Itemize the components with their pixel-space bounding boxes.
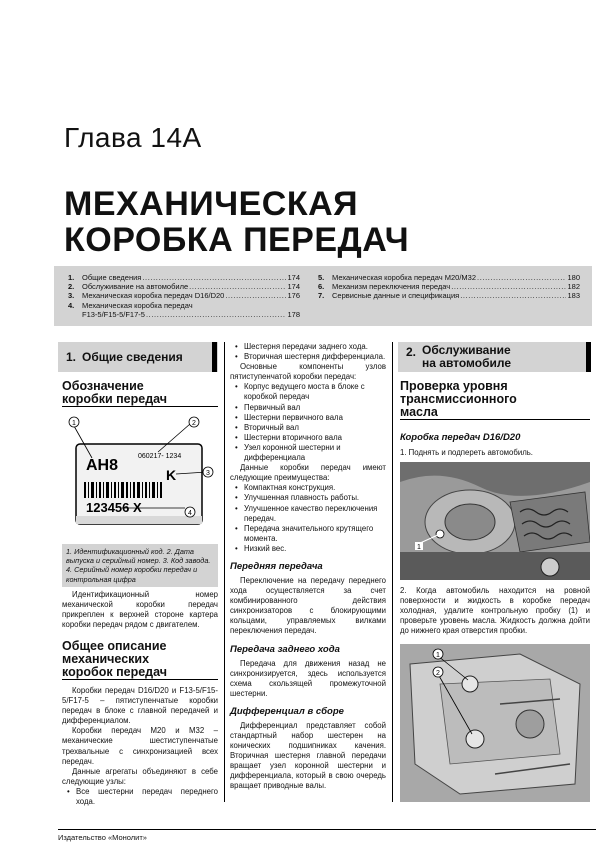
front-gear-paragraph: Переключение на передачу переднего хода осуществляется за счет комбинированного действия синхронизаторов с блокирующими кольцами, управляемых вилками переключения передач.	[230, 575, 386, 636]
title-line-2: КОРОБКА ПЕРЕДАЧ	[64, 221, 410, 259]
plate-number: 123456 X	[86, 500, 142, 515]
toc-item[interactable]: 4. Механическая коробка передач	[68, 300, 193, 310]
general-paragraphs: Коробки передач D16/D20 и F13-5/F15-5/F17-5 – пятиступенчатые коробки передач в блоке с главной передачей и дифференциалом. Коробки передач M20 и M32 – механические шестиступенчатые трехвальные с синхронизацией всех передач. Данные агрегаты объединяют в себе следующие узлы: • Все шестерни передач переднего хода.	[62, 686, 218, 807]
callout-4: 4	[188, 510, 192, 517]
list-item: • Шестерни первичного вала	[230, 413, 386, 423]
toc-item[interactable]: 5. Механическая коробка передач M20/M32 ..... 180	[318, 273, 580, 282]
id-plate-diagram	[62, 412, 218, 540]
check-level-heading: Проверка уровня трансмиссионного масла	[400, 380, 590, 420]
callout-1: 1	[72, 420, 76, 427]
list-item: • Узел коронной шестерни и дифференциала	[230, 443, 386, 463]
chapter-label: Глава 14A	[64, 122, 202, 153]
list-item: • Компактная конструкция.	[230, 483, 386, 493]
plate-caption: 1. Идентификационный код. 2. Дата выпуска и серийный номер. 3. Код завода. 4. Серийный номер коробки передач и контрольная цифра	[62, 544, 218, 587]
section-1-bar	[212, 342, 217, 372]
list-item: • Корпус ведущего моста в блоке с коробкой передач	[230, 382, 386, 402]
photo2-callout-1: 1	[436, 652, 440, 659]
toc-right-column	[318, 273, 580, 301]
differential-heading: Дифференциал в сборе	[230, 705, 344, 717]
middle-column: • Шестерня передачи заднего хода. • Вторичная шестерня дифференциала. Основные компоненты узлов пятиступенчатой коробки передач: • Корпус ведущего моста в блоке с коробкой передач • Первичный вал • Шестерни первичного вала • Вторичный вал • Шестерни вторичного вала • Узел коронной шестерни и дифференциала Данные коробки передач имеют следующие преимущества: • Компактная конструкция. • Улучшенная плавность работы. • Улучшенное качество переключения передач. • Передача значительного крутящего момента. • Низкий вес. Передняя передача Переключение на передачу переднего хода осуществляется за счет комбинированного действия синхронизаторов с блокирующими кольцами, управляемых вилками переключения передач. Передача заднего хода Передача для движения назад не синхронизируется, здесь используется схема скользящей промежуточной шестерни. Дифференциал в сборе Дифференциал представляет собой стандартный набор шестерен на конических подшипниках качения. Вторичная шестерня главной передачи вращает узел коронной шестерни и дифференциала, который в свою очередь вращает приводные валы.	[230, 342, 386, 792]
photo1-callout: 1	[417, 544, 421, 551]
toc-item[interactable]: 2. Обслуживание на автомобиле ..... 174	[68, 282, 300, 291]
callout-2: 2	[192, 420, 196, 427]
ident-paragraph: Идентификационный номер механической коробки передач прикреплен к верхней стороне картера коробки передач рядом с двигателем.	[62, 590, 218, 630]
callout-3: 3	[206, 470, 210, 477]
photo-fill-plug	[400, 644, 590, 802]
list-item: • Шестерни вторичного вала	[230, 433, 386, 443]
plate-serial-top: 060217- 1234	[138, 453, 182, 460]
section-2-bar	[586, 342, 591, 372]
toc-item[interactable]: 7. Сервисные данные и спецификация ..... 183	[318, 291, 580, 300]
list-item: • Все шестерни передач переднего хода.	[62, 787, 218, 807]
toc-item[interactable]: 1. Общие сведения ..... 174	[68, 273, 300, 282]
list-item: • Вторичный вал	[230, 423, 386, 433]
toc-item[interactable]: 3. Механическая коробка передач D16/D20 ..... 176	[68, 291, 300, 300]
section-1-header: 1. Общие сведения	[58, 342, 218, 372]
step-2: 2. Когда автомобиль находится на ровной поверхности и жидкость в коробке передач холодная, удалите контрольную пробку (1) и проверьте уровень масла. Жидкость должна дойти до нижнего края отверстия пробки.	[400, 586, 590, 636]
general-heading: Общее описание механических коробок передач	[62, 640, 218, 680]
list-item: • Вторичная шестерня дифференциала.	[230, 352, 386, 362]
reverse-paragraph: Передача для движения назад не синхронизируется, здесь используется схема скользящей промежуточной шестерни.	[230, 658, 386, 698]
photo2-callout-2: 2	[436, 670, 440, 677]
column-divider	[392, 342, 393, 802]
toc-item[interactable]: 6. Механизм переключения передач ..... 182	[318, 282, 580, 291]
page-title	[64, 186, 409, 258]
publisher-footer: Издательство «Монолит»	[58, 829, 596, 842]
list-item: • Первичный вал	[230, 403, 386, 413]
table-of-contents	[54, 266, 592, 326]
toc-left-column	[68, 273, 300, 319]
reverse-heading: Передача заднего хода	[230, 643, 340, 655]
front-gear-heading: Передняя передача	[230, 560, 323, 572]
toc-item[interactable]: F13-5/F15-5/F17-5 ..... 178	[68, 310, 300, 319]
list-item: • Улучшенная плавность работы.	[230, 493, 386, 503]
plate-letter: K	[166, 467, 177, 483]
list-item: • Улучшенное качество переключения передач.	[230, 504, 386, 524]
list-item: • Шестерня передачи заднего хода.	[230, 342, 386, 352]
designation-heading: Обозначение коробки передач	[62, 380, 218, 407]
column-divider	[224, 342, 225, 802]
differential-paragraph: Дифференциал представляет собой стандартный набор шестерен на конических подшипниках качения. Вторичная шестерня главной передачи вращает узел коронной шестерни и дифференциала, который в свою очередь вращает приводные валы.	[230, 720, 386, 791]
plate-code: AH8	[86, 457, 119, 474]
section-2-header: 2. Обслуживание на автомобиле	[398, 342, 590, 372]
list-item: • Передача значительного крутящего момента.	[230, 524, 386, 544]
title-line-1: МЕХАНИЧЕСКАЯ	[64, 185, 359, 223]
list-item: • Низкий вес.	[230, 544, 386, 554]
gearbox-subheading: Коробка передач D16/D20	[400, 432, 521, 443]
photo-gearbox-underside	[400, 462, 590, 580]
step-1: 1. Поднять и подпереть автомобиль.	[400, 448, 533, 457]
